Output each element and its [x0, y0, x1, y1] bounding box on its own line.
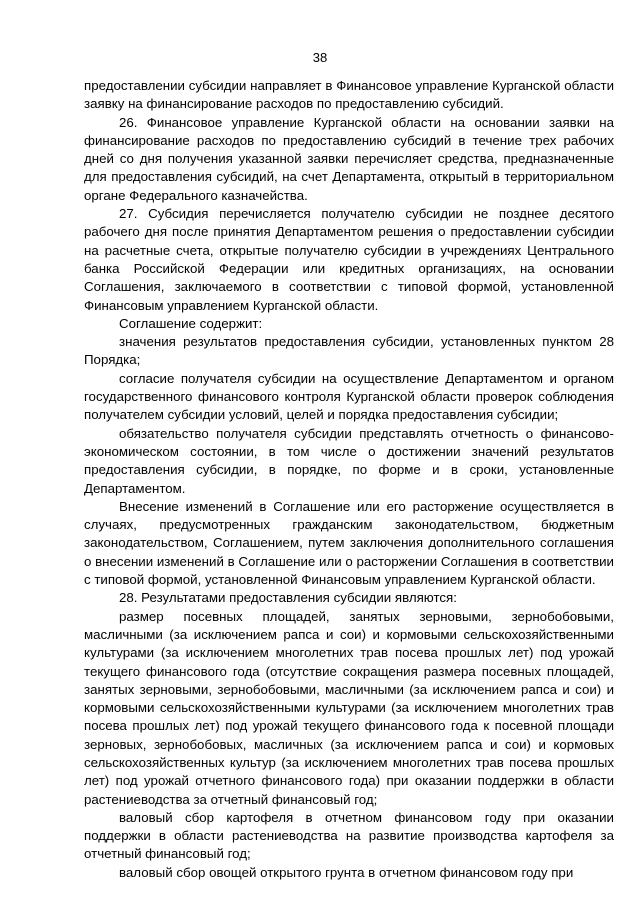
paragraph: валовый сбор картофеля в отчетном финансовом году при оказании поддержки в области растениеводства на развитие производства картофеля за отчетный финансовый год; [84, 809, 614, 862]
paragraph: 27. Субсидия перечисляется получателю субсидии не позднее десятого рабочего дня после принятия Департаментом решения о предоставлении субсидии на расчетные счета, открытые получателю субсидии в учреждениях Центрального банка Российской Федерации или кредитных организациях, на основании Соглашения, заключаемого в соответствии с типовой формой, установленной Финансовым управлением Курганской области. [84, 206, 614, 313]
paragraph: 28. Результатами предоставления субсидии являются: [119, 590, 457, 606]
page-number: 38 [312, 50, 328, 65]
paragraph: предоставлении субсидии направляет в Финансовое управление Курганской области заявку на финансирование расходов по предоставлению субсидий. [84, 78, 614, 112]
paragraph: размер посевных площадей, занятых зерновыми, зернобобовыми, масличными (за исключением рапса и сои) и кормовыми сельскохозяйственными культурами (за исключением многолетних трав посева прошлых лет) под урожай текущего финансового года (отсутствие сокращения размера посевных площадей, занятых зерновыми, зернобобовыми, масличными (за исключением рапса и сои) и кормовыми сельскохозяйственными культурами (за исключением многолетних трав посева прошлых лет) под урожай текущего финансового года к посевной площади зерновых, зернобобовых, масличных (за исключением рапса и сои) и кормовых сельскохозяйственных культур (за исключением многолетних трав посева прошлых лет) под урожай отчетного финансового года) при оказании поддержки в области растениеводства за отчетный финансовый год; [84, 608, 614, 807]
paragraph: валовый сбор овощей открытого грунта в отчетном финансовом году при [119, 864, 574, 880]
paragraph: обязательство получателя субсидии представлять отчетность о финансово-экономическом состоянии, в том числе о достижении значений результатов предоставления субсидии, в порядке, по форме и в сроки, установленные Департаментом. [84, 425, 614, 496]
paragraph: Внесение изменений в Соглашение или его расторжение осуществляется в случаях, предусмотренных гражданским законодательством, бюджетным законодательством, Соглашением, путем заключения дополнительного соглашения о внесении изменений в Соглашение или о расторжении Соглашения в соответствии с типовой формой, установленной Финансовым управлением Курганской области. [84, 498, 614, 588]
paragraph: 26. Финансовое управление Курганской области на основании заявки на финансирование расходов по предоставлению субсидий в течение трех рабочих дней со дня получения указанной заявки перечисляет средства, предназначенные для предоставления субсидий, на счет Департамента, открытый в территориальном органе Федерального казначейства. [84, 114, 614, 203]
paragraph: Соглашение содержит: [119, 315, 263, 331]
document-body [84, 77, 614, 882]
paragraph: значения результатов предоставления субсидии, установленных пунктом 28 Порядка; [84, 334, 614, 368]
paragraph: согласие получателя субсидии на осуществление Департаментом и органом государственного финансового контроля Курганской области проверок соблюдения получателем субсидии условий, целей и порядка предоставления субсидии; [84, 370, 614, 423]
